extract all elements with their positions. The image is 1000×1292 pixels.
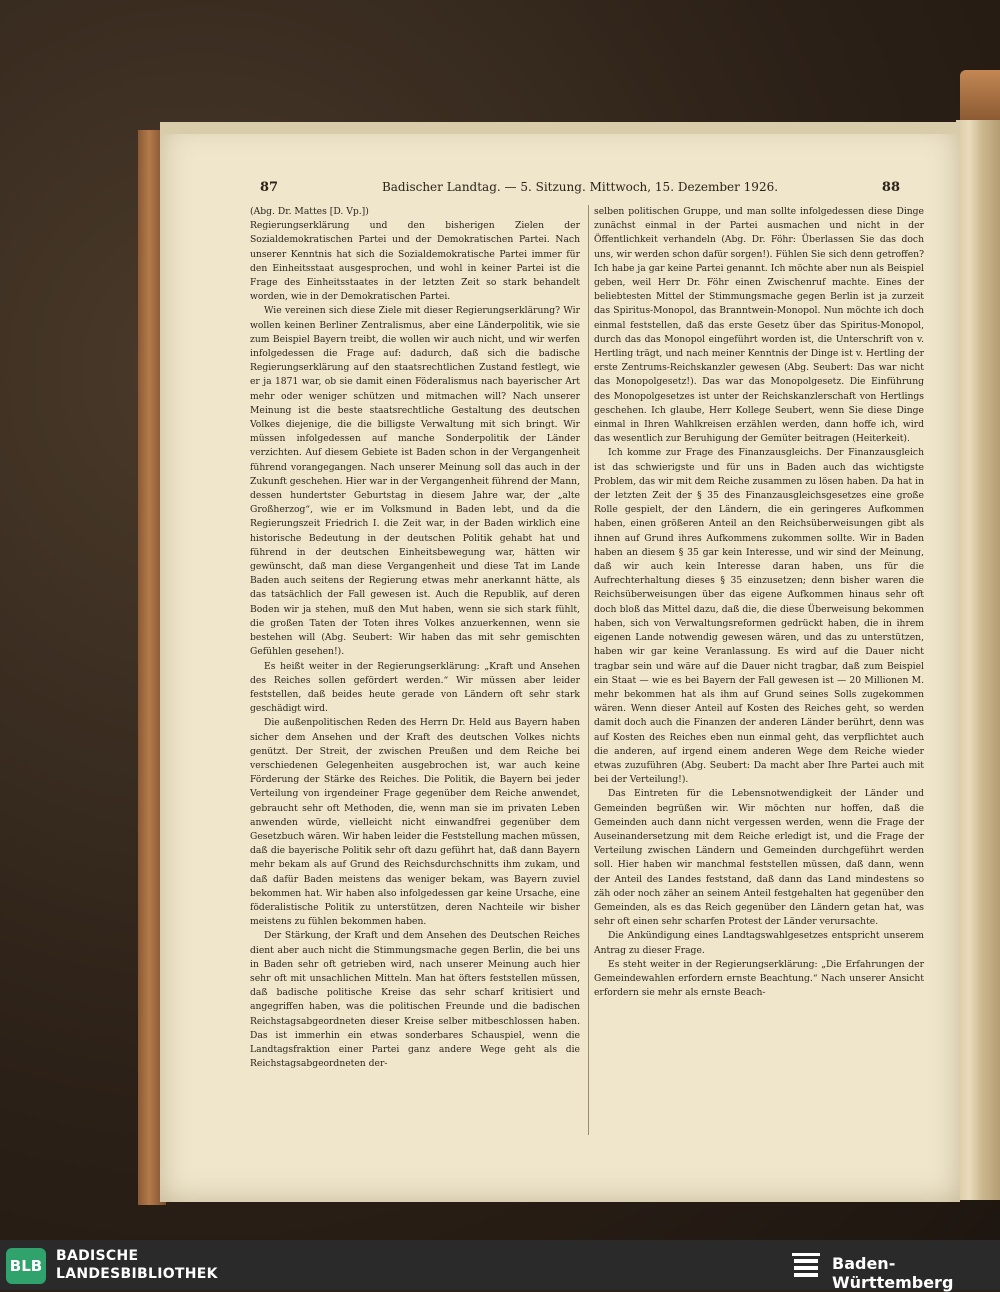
header-title: Badischer Landtag. — 5. Sitzung. Mittwoch, 15. Dezember 1926.	[381, 180, 779, 194]
running-header	[260, 180, 900, 200]
state-name[interactable]: Baden-Württemberg	[832, 1254, 954, 1292]
paragraph: Die Ankündigung eines Landtagswahlgesetzes entspricht unserem Antrag zu dieser Frage.	[594, 930, 924, 956]
page-number-left: 87	[260, 180, 279, 195]
paragraph: Die außenpolitischen Reden des Herrn Dr. Held aus Bayern haben sicher dem Ansehen und der Kraft des deutschen Volkes nichts genützt. Der Streit, der zwischen Preußen und dem Reiche bei verschiedenen Gelegenheiten ausgebrochen ist, war auch keine Förderung der Stärke des Reiches. Die Politik, die Bayern bei jeder Verteilung von irgendeiner Frage gegenüber dem Reiche anwendet, gebraucht sehr oft Methoden, die, wenn man sie im privaten Leben anwenden würde, vielleicht nicht einwandfrei gegenüber dem Gesetzbuch wären. Wir haben leider die Feststellung machen müssen, daß die bayerische Politik sehr oft dazu geführt hat, daß dann Bayern mehr bekam als auf Grund des Reichsdurchschnitts ihm zukam, und daß dafür Baden meistens das weniger bekam, was Bayern zuviel bekommen hat. Wir haben also infolgedessen gar keine Ursache, eine föderalistische Politik zu unterstützen, deren Nachteile wir bisher meistens zu fühlen bekommen haben.	[250, 717, 580, 928]
paragraph: Ich komme zur Frage des Finanzausgleichs. Der Finanzausgleich ist das schwierigste und für uns in Baden auch das wichtigste Problem, das wir mit dem Reiche zusammen zu lösen haben. Da hat in der letzten Zeit der § 35 des Finanzausgleichsgesetzes eine große Rolle gespielt, der den Ländern, die ein geringeres Aufkommen haben, einen größeren Anteil an den Reichsüberweisungen gibt als ihnen auf Grund ihres Aufkommens zukommen sollte. Wir in Baden haben an diesem § 35 gar kein Interesse, und wir sind der Meinung, daß wir auch kein Interesse daran haben, uns für die Aufrechterhaltung dieses § 35 einzusetzen; denn bisher waren die Reichsüberweisungen über das eigene Aufkommen hinaus sehr oft doch bloß das Mittel dazu, daß die, die diese Überweisung bekommen haben, sich von Verwaltungsreformen gedrückt haben, die in ihrem eigenen Lande notwendig gewesen wären, und das zu unterstützen, haben wir gar keine Veranlassung. Es wird auf die Dauer nicht tragbar sein und wäre auf die Dauer nicht tragbar, daß zum Beispiel ein Staat — wie es bei Bayern der Fall gewesen ist — 20 Millionen M. mehr bekommen hat als ihm auf Grund seines Solls zugekommen wären. Wenn dieser Anteil auf Kosten des Reiches geht, so werden damit doch auch die Finanzen der anderen Länder berührt, denn was auf Kosten des Reiches eben nun einmal geht, das verpflichtet auch die anderen, auf irgend einem anderen Wege dem Reiche wieder etwas zuzuführen (Abg. Seubert: Da macht aber Ihre Partei auch mit bei der Verteilung!).	[594, 447, 924, 786]
blb-logo[interactable]: BLB	[6, 1248, 46, 1284]
library-name-line1: BADISCHE	[56, 1248, 139, 1264]
right-column	[594, 205, 924, 1000]
book-cover-edge	[960, 70, 1000, 120]
paragraph: Der Stärkung, der Kraft und dem Ansehen des Deutschen Reiches dient aber auch nicht die Stimmungsmache gegen Berlin, die bei uns in Baden sehr oft getrieben wird, nach unserer Meinung auch hier sehr oft mit unsachlichen Mitteln. Man hat öfters feststellen müssen, daß badische politische Kreise das sehr scharf kritisiert und angegriffen haben, was die politischen Freunde und die badischen Reichstagsabgeordneten dieser Kreise selber mitbeschlossen haben. Das ist immerhin ein etwas sonderbares Schauspiel, wenn die Landtagsfraktion einer Partei ganz andere Wege geht als die Reichstagsabgeordneten der-	[250, 930, 580, 1070]
paragraph: Wie vereinen sich diese Ziele mit dieser Regierungserklärung? Wir wollen keinen Berliner Zentralismus, aber eine Länderpolitik, wie sie zum Beispiel Bayern treibt, die wollen wir auch nicht, und wir werfen infolgedessen die Frage auf: dadurch, daß sich die badische Regierungserklärung auf den staatsrechtlichen Zustand festlegt, wie er ja 1871 war, ob sie damit einen Föderalismus nach bayerischer Art mehr oder weniger schützen und mitmachen will? Nach unserer Meinung ist die beste staatsrechtliche Gestaltung des deutschen Volkes diejenige, die die billigste Verwaltung mit sich bringt. Wir müssen infolgedessen auf manche Sonderpolitik der Länder verzichten. Auf diesem Gebiete ist Baden schon in der Vergangenheit führend vorangegangen. Nach unserer Meinung soll das auch in der Zukunft geschehen. Hier war in der Vergangenheit führend der Mann, dessen hundertster Geburtstag in diesem Jahre war, der „alte Großherzog“, wie er im Volksmund in Baden lebt, und da die Regierungszeit Friedrich I. die Zeit war, in der Baden wirklich eine historische Bedeutung in der deutschen Politik gehabt hat und führend in der deutschen Einheitsbewegung war, hätten wir gewünscht, daß man diese Vergangenheit und diese Tat im Lande Baden auch seitens der Regierung etwas mehr anerkannt hätte, als das tatsächlich der Fall gewesen ist. Auch die Republik, auf deren Boden wir ja stehen, muß den Mut haben, wenn sie sich stark fühlt, die großen Taten der Toten ihres Volkes anzuerkennen, wenn sie bestehen will (Abg. Seubert: Wir haben das mit sehr gemischten Gefühlen gesehen!).	[250, 305, 580, 658]
page-number-right: 88	[881, 180, 900, 195]
speaker-label: (Abg. Dr. Mattes [D. Vp.])	[250, 206, 369, 217]
paragraph: Das Eintreten für die Lebensnotwendigkeit der Länder und Gemeinden begrüßen wir. Wir möchten nur hoffen, daß die Gemeinden auch dann nicht vergessen werden, wenn die Frage der Auseinandersetzung mit dem Reiche erledigt ist, und die Frage der Verteilung zwischen Ländern und Gemeinden durchgeführt werden soll. Hier haben wir manchmal feststellen müssen, daß dann, wenn der Anteil des Landes feststand, daß dann das Land mindestens so zäh oder noch zäher an seinem Anteil festgehalten hat gegenüber den Gemeinden, als es das Reich gegenüber den Ländern getan hat, was sehr oft einen sehr scharfen Protest der Länder verursachte.	[594, 788, 924, 928]
baden-wuerttemberg-lions-icon	[790, 1249, 822, 1281]
library-name[interactable]	[56, 1247, 218, 1283]
book-page-block	[956, 120, 1000, 1200]
paragraph: Es heißt weiter in der Regierungserklärung: „Kraft und Ansehen des Reiches sollen gefördert werden.“ Wir müssen aber leider feststellen, daß beides heute gerade von Ländern oft sehr stark geschädigt wird.	[250, 660, 580, 715]
column-divider	[588, 205, 589, 1135]
viewer-footer-bar	[0, 1240, 1000, 1290]
paragraph: selben politischen Gruppe, und man sollte infolgedessen diese Dinge zunächst einmal in der Partei ausmachen und nicht in der Öffentlichkeit verhandeln (Abg. Dr. Föhr: Überlassen Sie das doch uns, wir werden schon dafür sorgen!). Fühlen Sie sich denn getroffen? Ich habe ja gar keine Partei genannt. Ich möchte aber nun als Beispiel geben, weil Herr Dr. Föhr einen Zwischenruf machte. Eines der beliebtesten Mittel der Stimmungsmache gegen Berlin ist ja zurzeit das Spiritus-Monopol, das Branntwein-Monopol. Nun möchte ich doch einmal feststellen, daß das erste Gesetz über das Spiritus-Monopol, durch das das Monopol eingeführt worden ist, die Unterschrift von v. Hertling trägt, und nach meiner Kenntnis der Dinge ist v. Hertling der erste Zentrums-Reichskanzler gewesen (Abg. Seubert: Das war nicht das Monopolgesetz!). Das war das Monopolgesetz. Die Einführung des Monopolgesetzes ist unter der Reichskanzlerschaft von Hertlings geschehen. Ich glaube, Herr Kollege Seubert, wenn Sie diese Dinge einmal in Ihren Wahlkreisen erzählen werden, dann hoffe ich, wird das wesentlich zur Beruhigung der Gemüter beitragen (Heiterkeit).	[594, 206, 924, 445]
left-column	[250, 205, 580, 1071]
library-name-line2: LANDESBIBLIOTHEK	[56, 1266, 218, 1282]
paragraph: Regierungserklärung und den bisherigen Zielen der Sozialdemokratischen Partei und der Demokratischen Partei. Nach unserer Kenntnis hat sich die Sozialdemokratische Partei immer für den Einheitsstaat ausgesprochen, und wohl in keiner Partei ist die Frage des Einheitsstaates in der letzten Zeit so stark behandelt worden, wie in der Demokratischen Partei.	[250, 220, 580, 303]
paragraph: Es steht weiter in der Regierungserklärung: „Die Erfahrungen der Gemeindewahlen erfordern ernste Beachtung.“ Nach unserer Ansicht erfordern sie mehr als ernste Beach-	[594, 958, 924, 999]
page-top-edge	[160, 122, 960, 134]
